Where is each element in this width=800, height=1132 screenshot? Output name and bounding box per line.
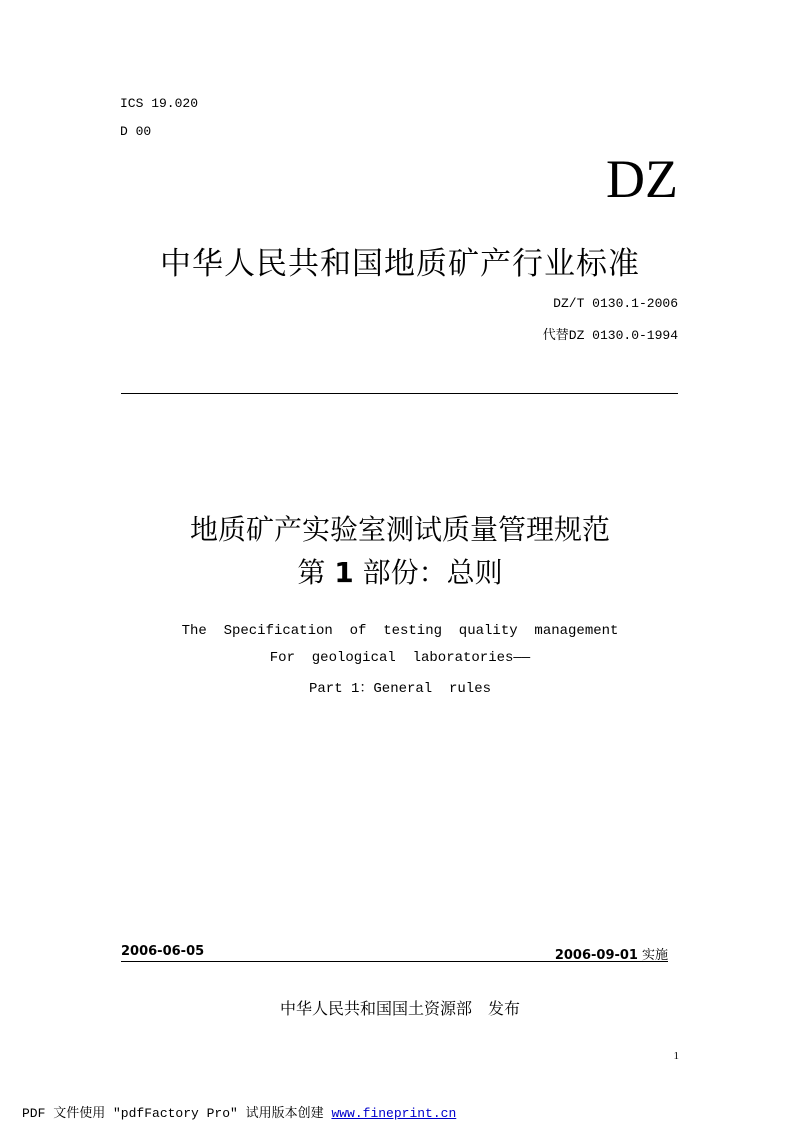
subtitle-prefix: 第: [297, 556, 326, 589]
document-title: 地质矿产实验室测试质量管理规范: [189, 513, 610, 546]
standard-code-mark: DZ: [606, 149, 678, 209]
subtitle-suffix: 部份：总则: [362, 556, 503, 589]
publisher-line: [0, 996, 800, 1019]
standard-category-title: 中华人民共和国地质矿产行业标准: [160, 246, 640, 282]
standard-number: DZ/T 0130.1-2006: [553, 296, 678, 311]
english-title-line3: Part 1：General rules: [308, 681, 492, 697]
replaces-standard: 代替DZ 0130.0-1994: [542, 328, 678, 343]
dates-divider: [121, 961, 668, 962]
implementation-date-value: 2006-09-01: [554, 948, 638, 963]
ics-code: ICS 19.020: [120, 96, 199, 111]
footer-link[interactable]: www.fineprint.cn: [331, 1106, 457, 1121]
subtitle-part-number: 1: [334, 556, 354, 589]
pdf-footer: [22, 1102, 456, 1121]
english-title-line2: For geological laboratories——: [269, 650, 531, 666]
page-number: 1: [673, 1050, 679, 1062]
document-subtitle: [0, 551, 800, 591]
ccs-code: D 00: [120, 124, 152, 139]
header-divider: [121, 393, 678, 394]
implementation-label: 实施: [641, 948, 668, 963]
publisher-action: 发布: [488, 999, 521, 1018]
footer-text: PDF 文件使用 "pdfFactory Pro" 试用版本创建: [22, 1106, 332, 1121]
english-title-line1: The Specification of testing quality management: [181, 623, 619, 639]
publisher-name: 中华人民共和国国土资源部: [279, 999, 472, 1018]
issue-date: 2006-06-05: [121, 944, 205, 959]
